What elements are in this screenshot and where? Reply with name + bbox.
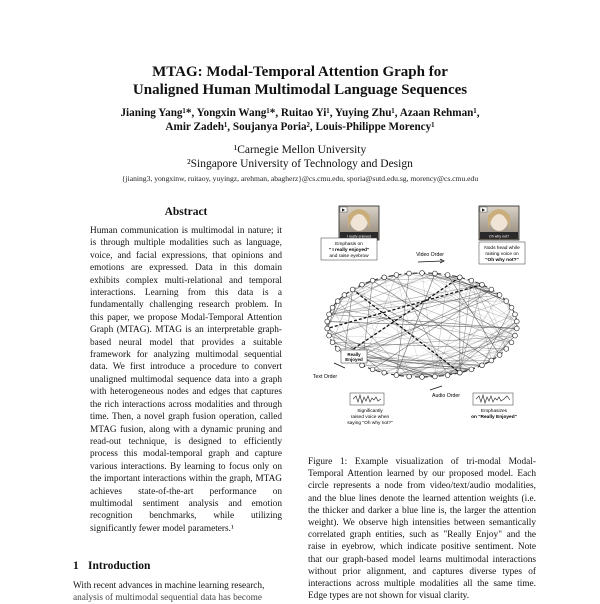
graph-node	[370, 367, 375, 372]
graph-node	[330, 305, 335, 310]
really-enjoyed-label	[341, 350, 367, 363]
graph-node	[509, 340, 514, 345]
attention-edge	[329, 275, 396, 315]
attention-edge	[409, 329, 517, 377]
svg-text:"Oh why not?": "Oh why not?"	[485, 258, 519, 263]
svg-text:saying "Oh why not?": saying "Oh why not?"	[347, 421, 393, 426]
graph-node	[382, 370, 387, 375]
svg-text:Emphasis on: Emphasis on	[335, 242, 363, 247]
svg-text:" I really enjoyed": " I really enjoyed"	[328, 248, 370, 253]
graph-node	[457, 370, 462, 375]
graph-node	[497, 293, 502, 298]
graph-node	[350, 287, 355, 292]
svg-text:Really: Really	[347, 352, 361, 357]
graph-node	[407, 271, 412, 276]
graph-node	[360, 363, 365, 368]
attention-edge	[448, 275, 517, 322]
graph-node	[445, 373, 450, 378]
section-number: 1	[73, 560, 79, 572]
svg-text:raised voice when: raised voice when	[350, 415, 390, 420]
audio-waveform-left	[350, 393, 384, 405]
svg-text:Nods head while: Nods head while	[484, 246, 520, 251]
graph-node	[513, 312, 518, 317]
attention-edge	[344, 273, 422, 355]
author-emails: {jianing3, yongxinw, ruitaoy, yuyingz, arehman, abagherz}@cs.cmu.edu, sporia@sutd.edu.sg, morency@cs.cmu.edu	[121, 174, 479, 183]
video-thumbnail-right	[479, 206, 519, 240]
thumb-left-caption: I really enjoyed	[346, 234, 372, 239]
graph-node	[504, 299, 509, 304]
introduction-line-2: analysis of multimodal sequential data has become	[73, 593, 262, 603]
graph-node	[394, 273, 399, 278]
figure-1-caption: Figure 1: Example visualization of tri-modal Modal-Temporal Attention learned by our proposed model. Each circle represents a node from video/text/audio modalities, and the blue lines denote the learned attention weights (i.e. the thicker and darker a blue line is, the larger the attention weight). We observe high intensities between semantically correlated graph entities, such as "Really Enjoy" and the raise in eyebrow, which indicate positive sentiment. Note that our graph-based model learns multimodal interactions without prior alignment, and captures diverse types of interactions across multiple modalities all the same time. Edge types are not shown for visual clarity.	[308, 457, 536, 602]
graph-node	[382, 275, 387, 280]
figure-1	[310, 200, 535, 445]
graph-node	[469, 278, 474, 283]
svg-text:Significantly: Significantly	[357, 409, 383, 414]
graph-node	[394, 373, 399, 378]
graph-node	[407, 374, 412, 379]
callout-top-left	[321, 238, 377, 260]
attention-edge	[329, 290, 491, 336]
svg-text:▶: ▶	[341, 207, 346, 212]
author-list-line-2: Amir Zadeh¹, Soujanya Poria², Louis-Philippe Morency¹	[165, 121, 435, 133]
text-order-label: Text Order	[312, 374, 338, 380]
graph-node	[327, 333, 332, 338]
video-thumbnail-left	[339, 206, 379, 240]
section-title: Introduction	[88, 560, 151, 572]
graph-node	[330, 340, 335, 345]
thumb-right-caption: Oh why not?	[488, 234, 510, 239]
graph-node	[480, 282, 485, 287]
affiliation-cmu: ¹Carnegie Mellon University	[233, 144, 367, 156]
graph-node	[370, 278, 375, 283]
svg-text:and raise eyebrow: and raise eyebrow	[329, 254, 369, 259]
svg-text:raising voice on: raising voice on	[485, 252, 519, 257]
graph-node	[489, 287, 494, 292]
video-order-label: Video Order	[416, 252, 444, 258]
graph-node	[433, 374, 438, 379]
graph-node	[445, 273, 450, 278]
graph-node	[325, 319, 330, 324]
author-list-line-1: Jianing Yang¹*, Yongxin Wang¹*, Ruitao Yi¹, Yuying Zhu¹, Azaan Rehman¹,	[120, 107, 480, 119]
callout-bottom-left	[347, 408, 393, 426]
graph-node	[469, 367, 474, 372]
svg-text:Emphasizes: Emphasizes	[480, 409, 508, 414]
graph-node	[514, 326, 519, 331]
graph-node	[335, 347, 340, 352]
graph-node	[327, 312, 332, 317]
graph-node	[480, 363, 485, 368]
graph-node	[420, 271, 425, 276]
attention-graph-figure	[310, 200, 535, 445]
paper-title-line-2: Unaligned Human Multimodal Language Sequences	[132, 82, 468, 98]
svg-text:Enjoyed: Enjoyed	[345, 357, 363, 362]
graph-node	[420, 375, 425, 380]
graph-node	[457, 275, 462, 280]
svg-text:▶: ▶	[481, 207, 486, 212]
abstract-body: Human communication is multimodal in nature; it is through multiple modalities such as language, voice, and facial expressions, that opinions and emotions are expressed. Data in this domain exhibits complex multi-relational and temporal interactions. Learning from this data is a fundamentally challenging research problem. In this paper, we propose Modal-Temporal Attention Graph (MTAG). MTAG is an interpretable graph-based neural model that provides a suitable framework for analyzing multimodal sequential data. We first introduce a procedure to convert unaligned multimodal sequence data into a graph with heterogeneous nodes and edges that captures the rich interactions across modalities and through time. Then, a novel graph fusion operation, called MTAG fusion, along with a dynamic pruning and read-out technique, is designed to efficiently process this modal-temporal graph and capture various interactions. By learning to focus only on the important interactions within the graph, MTAG achieves state-of-the-art performance on multimodal sentiment analysis and emotion recognition benchmarks, while utilizing significantly fewer model parameters.¹	[90, 226, 282, 534]
paper-title-line-1: MTAG: Modal-Temporal Attention Graph for	[152, 64, 448, 80]
introduction-line-1: With recent advances in machine learning research,	[73, 581, 265, 591]
graph-node	[360, 282, 365, 287]
callout-top-right	[479, 242, 525, 264]
graph-node	[504, 347, 509, 352]
graph-node	[513, 333, 518, 338]
svg-text:on "Really Enjoyed": on "Really Enjoyed"	[471, 415, 517, 420]
graph-node	[433, 271, 438, 276]
graph-node	[489, 358, 494, 363]
graph-node	[335, 299, 340, 304]
audio-waveform-right	[473, 393, 513, 405]
audio-order-label: Audio Order	[432, 393, 460, 399]
attention-edge	[362, 281, 471, 366]
graph-node	[325, 326, 330, 331]
graph-node	[509, 305, 514, 310]
callout-bottom-right	[471, 408, 517, 420]
abstract-heading: Abstract	[164, 206, 208, 218]
graph-node	[514, 319, 519, 324]
affiliation-sutd: ²Singapore University of Technology and Design	[187, 158, 413, 170]
graph-node	[342, 293, 347, 298]
graph-node	[497, 353, 502, 358]
section-introduction-heading	[73, 560, 150, 572]
